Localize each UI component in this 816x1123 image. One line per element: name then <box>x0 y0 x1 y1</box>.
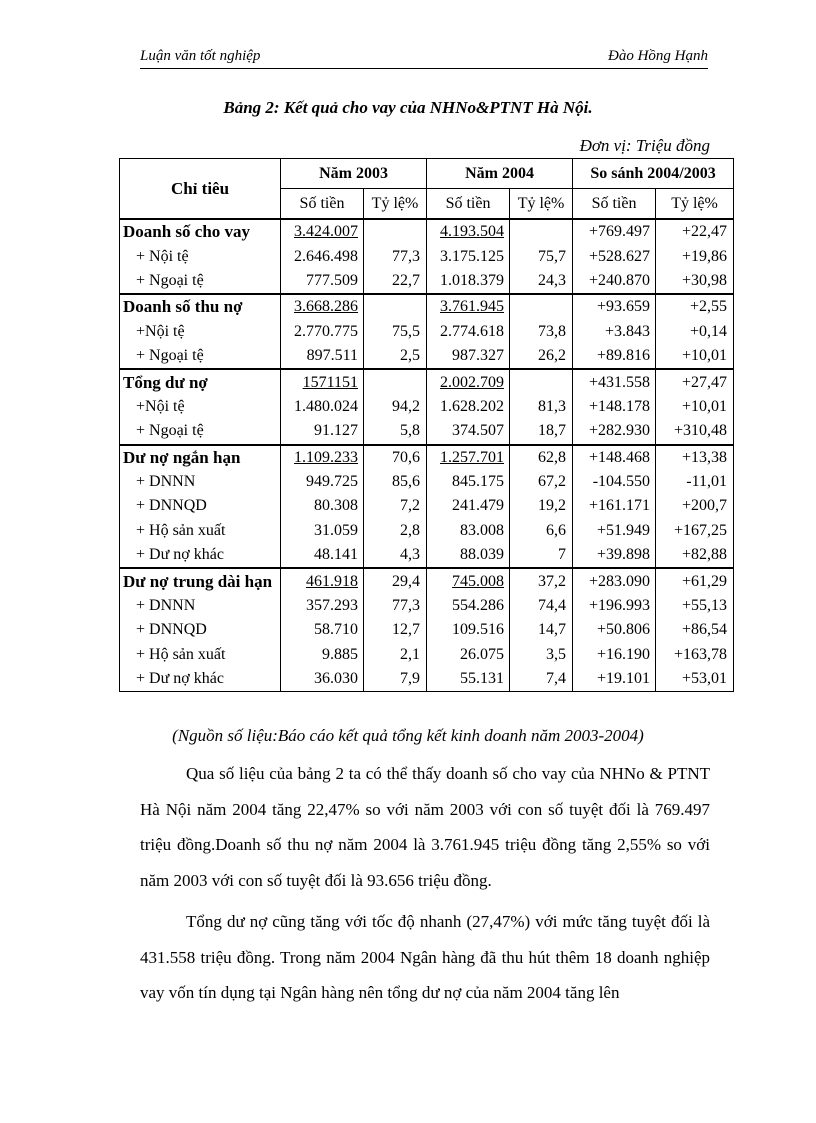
percent-cell: 94,2 <box>364 395 427 419</box>
table-row <box>120 667 734 692</box>
percent-cell: 7 <box>510 543 573 568</box>
amount-cell: 109.516 <box>427 618 510 642</box>
amount-cell: 55.131 <box>427 667 510 692</box>
amount-cell: +19.101 <box>573 667 656 692</box>
table-row <box>120 519 734 543</box>
amount-cell: 745.008 <box>427 568 510 593</box>
amount-cell: 91.127 <box>281 419 364 444</box>
amount-cell: +39.898 <box>573 543 656 568</box>
percent-cell: +86,54 <box>656 618 734 642</box>
subheader-percent: Tỷ lệ% <box>510 189 573 220</box>
row-label: Doanh số cho vay <box>120 219 281 244</box>
amount-cell: 3.175.125 <box>427 244 510 268</box>
amount-cell: 987.327 <box>427 344 510 369</box>
percent-cell: 19,2 <box>510 494 573 518</box>
amount-cell: 1571151 <box>281 369 364 394</box>
percent-cell: +53,01 <box>656 667 734 692</box>
percent-cell: 37,2 <box>510 568 573 593</box>
percent-cell: 2,1 <box>364 643 427 667</box>
amount-cell: 1.018.379 <box>427 269 510 294</box>
row-label: Doanh số thu nợ <box>120 294 281 319</box>
header-year-2004: Năm 2004 <box>427 159 573 189</box>
row-label: + Dư nợ khác <box>120 543 281 568</box>
row-label: Dư nợ ngắn hạn <box>120 445 281 470</box>
subheader-percent: Tỷ lệ% <box>656 189 734 220</box>
percent-cell: +167,25 <box>656 519 734 543</box>
table-row <box>120 395 734 419</box>
table-header <box>120 159 734 220</box>
row-label: + DNNN <box>120 594 281 618</box>
percent-cell: +19,86 <box>656 244 734 268</box>
row-label: +Nội tệ <box>120 320 281 344</box>
amount-cell: +282.930 <box>573 419 656 444</box>
percent-cell: 18,7 <box>510 419 573 444</box>
amount-cell: 2.646.498 <box>281 244 364 268</box>
percent-cell <box>510 219 573 244</box>
row-label: + Ngoại tệ <box>120 419 281 444</box>
amount-cell: 9.885 <box>281 643 364 667</box>
amount-cell: 241.479 <box>427 494 510 518</box>
amount-cell: 845.175 <box>427 470 510 494</box>
percent-cell: 4,3 <box>364 543 427 568</box>
source-note: (Nguồn số liệu:Báo cáo kết quả tổng kết kinh doanh năm 2003-2004) <box>172 726 644 745</box>
row-label: + Hộ sản xuất <box>120 519 281 543</box>
amount-cell: +51.949 <box>573 519 656 543</box>
amount-cell: +283.090 <box>573 568 656 593</box>
amount-cell: +431.558 <box>573 369 656 394</box>
amount-cell: 48.141 <box>281 543 364 568</box>
amount-cell: 4.193.504 <box>427 219 510 244</box>
percent-cell: +200,7 <box>656 494 734 518</box>
amount-cell: 554.286 <box>427 594 510 618</box>
percent-cell: +82,88 <box>656 543 734 568</box>
amount-cell: 3.668.286 <box>281 294 364 319</box>
amount-cell: -104.550 <box>573 470 656 494</box>
table-row <box>120 470 734 494</box>
table-row <box>120 594 734 618</box>
table-row <box>120 369 734 394</box>
subheader-amount: Số tiền <box>427 189 510 220</box>
table-body <box>120 219 734 692</box>
row-label: + Ngoại tệ <box>120 344 281 369</box>
amount-cell: +528.627 <box>573 244 656 268</box>
percent-cell <box>364 219 427 244</box>
loan-results-table <box>119 158 734 692</box>
subheader-amount: Số tiền <box>573 189 656 220</box>
percent-cell: 24,3 <box>510 269 573 294</box>
amount-cell: +16.190 <box>573 643 656 667</box>
percent-cell: 6,6 <box>510 519 573 543</box>
amount-cell: 357.293 <box>281 594 364 618</box>
table-row <box>120 568 734 593</box>
amount-cell: 3.761.945 <box>427 294 510 319</box>
percent-cell: 29,4 <box>364 568 427 593</box>
amount-cell: 1.628.202 <box>427 395 510 419</box>
subheader-percent: Tỷ lệ% <box>364 189 427 220</box>
table-title: Bảng 2: Kết quả cho vay của NHNo&PTNT Hà Nội. <box>223 98 593 117</box>
percent-cell: 14,7 <box>510 618 573 642</box>
table-row <box>120 320 734 344</box>
table-row <box>120 445 734 470</box>
row-label: + Dư nợ khác <box>120 667 281 692</box>
percent-cell: +163,78 <box>656 643 734 667</box>
table-row <box>120 294 734 319</box>
percent-cell: 7,9 <box>364 667 427 692</box>
percent-cell <box>364 369 427 394</box>
percent-cell: 85,6 <box>364 470 427 494</box>
percent-cell: 5,8 <box>364 419 427 444</box>
row-label: Dư nợ trung dài hạn <box>120 568 281 593</box>
row-label: + Hộ sản xuất <box>120 643 281 667</box>
amount-cell: 80.308 <box>281 494 364 518</box>
amount-cell: 2.002.709 <box>427 369 510 394</box>
row-label: + DNNN <box>120 470 281 494</box>
amount-cell: +148.468 <box>573 445 656 470</box>
percent-cell: 70,6 <box>364 445 427 470</box>
percent-cell: 12,7 <box>364 618 427 642</box>
percent-cell: +0,14 <box>656 320 734 344</box>
amount-cell: +769.497 <box>573 219 656 244</box>
subheader-amount: Số tiền <box>281 189 364 220</box>
table-row <box>120 269 734 294</box>
amount-cell: 949.725 <box>281 470 364 494</box>
amount-cell: 1.257.701 <box>427 445 510 470</box>
paragraph: Tổng dư nợ cũng tăng với tốc độ nhanh (27,47%) với mức tăng tuyệt đối là 431.558 triệu đồng. Trong năm 2004 Ngân hàng đã thu hút thêm 18 doanh nghiệp vay vốn tín dụng tại Ngân hàng nên tổng dư nợ của năm 2004 tăng lên <box>140 912 710 1003</box>
percent-cell: 62,8 <box>510 445 573 470</box>
amount-cell: 777.509 <box>281 269 364 294</box>
amount-cell: +148.178 <box>573 395 656 419</box>
amount-cell: +240.870 <box>573 269 656 294</box>
percent-cell: 26,2 <box>510 344 573 369</box>
percent-cell <box>364 294 427 319</box>
percent-cell: 67,2 <box>510 470 573 494</box>
header-year-2003: Năm 2003 <box>281 159 427 189</box>
amount-cell: 897.511 <box>281 344 364 369</box>
amount-cell: +50.806 <box>573 618 656 642</box>
page-header <box>140 48 708 69</box>
amount-cell: 58.710 <box>281 618 364 642</box>
percent-cell: +27,47 <box>656 369 734 394</box>
percent-cell: +310,48 <box>656 419 734 444</box>
table-row <box>120 344 734 369</box>
header-criteria: Chỉ tiêu <box>120 159 281 220</box>
percent-cell: 74,4 <box>510 594 573 618</box>
percent-cell: 73,8 <box>510 320 573 344</box>
percent-cell: +22,47 <box>656 219 734 244</box>
row-label: Tổng dư nợ <box>120 369 281 394</box>
amount-cell: 374.507 <box>427 419 510 444</box>
percent-cell: 2,5 <box>364 344 427 369</box>
percent-cell: +10,01 <box>656 395 734 419</box>
amount-cell: +196.993 <box>573 594 656 618</box>
percent-cell: 22,7 <box>364 269 427 294</box>
percent-cell: -11,01 <box>656 470 734 494</box>
unit-label: Đơn vị: Triệu đồng <box>579 136 710 155</box>
row-label: + DNNQD <box>120 494 281 518</box>
table-row <box>120 494 734 518</box>
percent-cell <box>510 369 573 394</box>
percent-cell: 3,5 <box>510 643 573 667</box>
percent-cell: 77,3 <box>364 594 427 618</box>
table-row <box>120 219 734 244</box>
amount-cell: 2.774.618 <box>427 320 510 344</box>
percent-cell: 7,4 <box>510 667 573 692</box>
percent-cell: 81,3 <box>510 395 573 419</box>
amount-cell: 1.109.233 <box>281 445 364 470</box>
percent-cell: +30,98 <box>656 269 734 294</box>
amount-cell: 26.075 <box>427 643 510 667</box>
row-label: +Nội tệ <box>120 395 281 419</box>
percent-cell: 75,5 <box>364 320 427 344</box>
percent-cell: +2,55 <box>656 294 734 319</box>
table-row <box>120 643 734 667</box>
row-label: + DNNQD <box>120 618 281 642</box>
amount-cell: 3.424.007 <box>281 219 364 244</box>
percent-cell: 7,2 <box>364 494 427 518</box>
percent-cell: +55,13 <box>656 594 734 618</box>
amount-cell: +161.171 <box>573 494 656 518</box>
table-row <box>120 543 734 568</box>
percent-cell: +10,01 <box>656 344 734 369</box>
amount-cell: 31.059 <box>281 519 364 543</box>
table-row <box>120 244 734 268</box>
percent-cell: +61,29 <box>656 568 734 593</box>
amount-cell: +93.659 <box>573 294 656 319</box>
paragraph: Qua số liệu của bảng 2 ta có thể thấy doanh số cho vay của NHNo & PTNT Hà Nội năm 2004 tăng 22,47% so với năm 2003 với con số tuyệt đối là 769.497 triệu đồng.Doanh số thu nợ năm 2004 là 3.761.945 triệu đồng tăng 2,55% so với năm 2003 với con số tuyệt đối là 93.656 triệu đồng. <box>140 764 710 891</box>
table-row <box>120 419 734 444</box>
amount-cell: 2.770.775 <box>281 320 364 344</box>
percent-cell <box>510 294 573 319</box>
amount-cell: +3.843 <box>573 320 656 344</box>
amount-cell: 83.008 <box>427 519 510 543</box>
header-thesis-label: Luận văn tốt nghiệp <box>140 48 261 64</box>
row-label: + Nội tệ <box>120 244 281 268</box>
percent-cell: 2,8 <box>364 519 427 543</box>
amount-cell: +89.816 <box>573 344 656 369</box>
amount-cell: 461.918 <box>281 568 364 593</box>
percent-cell: 75,7 <box>510 244 573 268</box>
percent-cell: +13,38 <box>656 445 734 470</box>
header-comparison: So sánh 2004/2003 <box>573 159 734 189</box>
header-author: Đào Hồng Hạnh <box>608 48 708 64</box>
percent-cell: 77,3 <box>364 244 427 268</box>
amount-cell: 88.039 <box>427 543 510 568</box>
row-label: + Ngoại tệ <box>120 269 281 294</box>
table-row <box>120 618 734 642</box>
amount-cell: 36.030 <box>281 667 364 692</box>
amount-cell: 1.480.024 <box>281 395 364 419</box>
